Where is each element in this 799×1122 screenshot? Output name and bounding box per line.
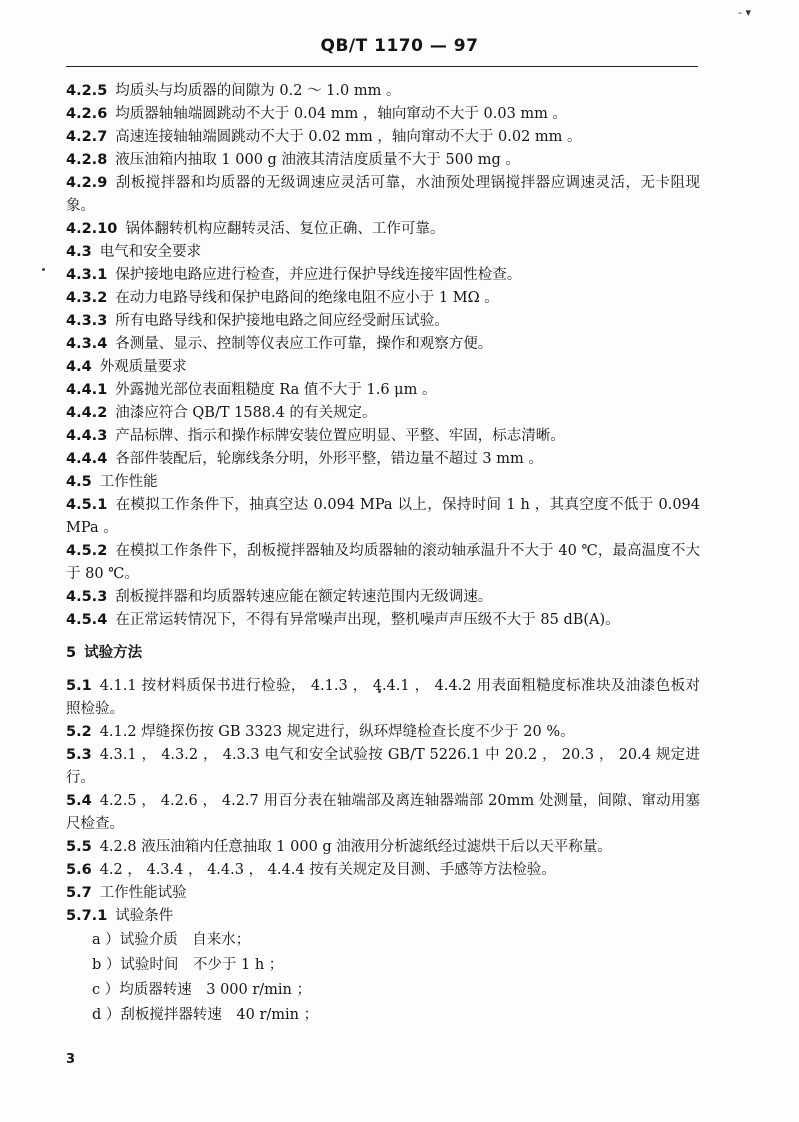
clause-text: 各测量、显示、控制等仪表应工作可靠，操作和观察方便。	[115, 336, 493, 352]
clause-item	[66, 80, 700, 103]
clause-text: 在模拟工作条件下，刮板搅拌器轴及均质器轴的滚动轴承温升不大于 40 ℃，最高温度不大于 80 ℃。	[66, 543, 700, 582]
clause-item	[66, 586, 700, 609]
clause-text: 油漆应符合 QB/T 1588.4 的有关规定。	[115, 405, 377, 421]
test-conditions-list	[66, 928, 700, 1028]
condition-item: b ）试验时间 不少于 1 h ；	[92, 957, 284, 973]
clause-number: 4.3.4	[66, 336, 108, 352]
clause-item	[66, 540, 700, 586]
clause-item	[66, 471, 700, 494]
clause-number: 4.2.9	[66, 175, 108, 191]
clause-text: 所有电路导线和保护接地电路之间应经受耐压试验。	[115, 313, 449, 329]
clause-item	[66, 218, 700, 241]
clause-number: 4.5.2	[66, 543, 108, 559]
clause-text: 液压油箱内抽取 1 000 g 油液其清洁度质量不大于 500 mg 。	[115, 152, 520, 168]
clause-text: 4.1.1 按材料质保书进行检验， 4.1.3 ， 4.4.1 ， 4.4.2 用表面粗糙度标准块及油漆色板对照检验。	[66, 678, 700, 717]
clause-number: 5.7.1	[66, 908, 108, 924]
clause-item	[66, 172, 700, 218]
clause-text: 外露抛光部位表面粗糙度 Ra 值不大于 1.6 μm 。	[115, 382, 437, 398]
clause-item	[66, 126, 700, 149]
corner-mark: - ▾	[738, 6, 751, 19]
clause-item	[66, 836, 700, 859]
clause-text: 4.1.2 焊缝探伤按 GB 3323 规定进行，纵环焊缝检查长度不少于 20 %。	[99, 724, 575, 740]
clause-text: 工作性能	[99, 474, 158, 490]
clause-number: 4.2.10	[66, 221, 118, 237]
clause-item	[66, 356, 700, 379]
clause-item	[66, 287, 700, 310]
clause-item	[66, 310, 700, 333]
clause-number: 4.2.7	[66, 129, 108, 145]
clause-item	[66, 149, 700, 172]
clause-text: 刮板搅拌器和均质器转速应能在额定转速范围内无级调速。	[115, 589, 493, 605]
clause-number: 5.4	[66, 793, 92, 809]
clause-number: 4.2.8	[66, 152, 108, 168]
clause-number: 5.7	[66, 885, 92, 901]
clause-text: 产品标牌、指示和操作标牌安装位置应明显、平整、牢固，标志清晰。	[115, 428, 565, 444]
clause-item	[66, 333, 700, 356]
clause-number: 4.3.2	[66, 290, 108, 306]
clause-number: 4.2.6	[66, 106, 108, 122]
clause-item	[66, 448, 700, 471]
clause-number: 4.2.5	[66, 83, 108, 99]
standard-code-header: QB/T 1170 — 97	[320, 36, 479, 56]
clause-text: 外观质量要求	[99, 359, 187, 375]
clause-number: 4.4.3	[66, 428, 108, 444]
page-number: 3	[66, 1052, 76, 1067]
condition-item: c ）均质器转速 3 000 r/min ；	[92, 982, 312, 998]
section-number: 5	[66, 645, 77, 661]
test-methods-list	[66, 675, 700, 928]
clause-number: 5.3	[66, 747, 92, 763]
condition-item: d ）刮板搅拌器转速 40 r/min ；	[92, 1007, 319, 1023]
clause-item	[66, 609, 700, 632]
header-rule	[66, 66, 698, 67]
requirements-list	[66, 80, 700, 632]
clause-text: 4.2 ， 4.3.4 ， 4.4.3 ， 4.4.4 按有关规定及目测、手感等方法检验。	[99, 862, 556, 878]
clause-text: 试验条件	[115, 908, 174, 924]
clause-item	[66, 103, 700, 126]
clause-text: 锅体翻转机构应翻转灵活、复位正确、工作可靠。	[125, 221, 445, 237]
clause-number: 4.4.2	[66, 405, 108, 421]
clause-item	[66, 721, 700, 744]
clause-number: 5.6	[66, 862, 92, 878]
clause-text: 均质器轴轴端圆跳动不大于 0.04 mm ，轴向窜动不大于 0.03 mm 。	[115, 106, 568, 122]
document-body	[66, 80, 700, 1028]
clause-text: 高速连接轴轴端圆跳动不大于 0.02 mm ，轴向窜动不大于 0.02 mm 。	[115, 129, 582, 145]
clause-item	[66, 264, 700, 287]
clause-item	[66, 379, 700, 402]
section-title: 试验方法	[84, 645, 143, 661]
scan-speck	[42, 268, 45, 271]
clause-number: 5.1	[66, 678, 92, 694]
clause-text: 在正常运转情况下，不得有异常噪声出现，整机噪声声压级不大于 85 dB(A)。	[115, 612, 620, 628]
clause-item	[66, 905, 700, 928]
clause-number: 4.5.4	[66, 612, 108, 628]
clause-number: 4.5.3	[66, 589, 108, 605]
clause-number: 5.5	[66, 839, 92, 855]
clause-text: 4.2.8 液压油箱内任意抽取 1 000 g 油液用分析滤纸经过滤烘干后以天平称量。	[99, 839, 612, 855]
section-5-heading	[66, 642, 700, 665]
clause-text: 刮板搅拌器和均质器的无级调速应灵活可靠，水油预处理锅搅拌器应调速灵活，无卡阻现象。	[66, 175, 700, 214]
clause-number: 5.2	[66, 724, 92, 740]
clause-item	[66, 790, 700, 836]
clause-item	[66, 859, 700, 882]
clause-text: 4.3.1 ， 4.3.2 ， 4.3.3 电气和安全试验按 GB/T 5226.1 中 20.2 ， 20.3 ， 20.4 规定进行。	[66, 747, 700, 786]
clause-number: 4.3.1	[66, 267, 108, 283]
clause-text: 保护接地电路应进行检查，并应进行保护导线连接牢固性检查。	[115, 267, 522, 283]
clause-item	[66, 675, 700, 721]
clause-text: 均质头与均质器的间隙为 0.2 ～ 1.0 mm 。	[115, 83, 401, 99]
clause-number: 4.5.1	[66, 497, 108, 513]
clause-text: 在模拟工作条件下，抽真空达 0.094 MPa 以上，保持时间 1 h ，其真空度不低于 0.094 MPa 。	[66, 497, 700, 536]
clause-text: 在动力电路导线和保护电路间的绝缘电阻不应小于 1 MΩ 。	[115, 290, 499, 306]
clause-number: 4.4.4	[66, 451, 108, 467]
clause-item	[66, 402, 700, 425]
clause-item	[66, 425, 700, 448]
clause-number: 4.4	[66, 359, 92, 375]
clause-text: 4.2.5 ， 4.2.6 ， 4.2.7 用百分表在轴端部及离连轴器端部 20mm 处测量，间隙、窜动用塞尺检查。	[66, 793, 700, 832]
clause-item	[66, 744, 700, 790]
clause-number: 4.5	[66, 474, 92, 490]
clause-number: 4.4.1	[66, 382, 108, 398]
clause-item	[66, 882, 700, 905]
clause-number: 4.3	[66, 244, 92, 260]
clause-text: 工作性能试验	[99, 885, 187, 901]
clause-text: 电气和安全要求	[99, 244, 202, 260]
clause-item	[66, 494, 700, 540]
condition-item: a ）试验介质 自来水；	[92, 932, 251, 948]
clause-text: 各部件装配后，轮廓线条分明，外形平整，错边量不超过 3 mm 。	[115, 451, 543, 467]
clause-number: 4.3.3	[66, 313, 108, 329]
clause-item	[66, 241, 700, 264]
